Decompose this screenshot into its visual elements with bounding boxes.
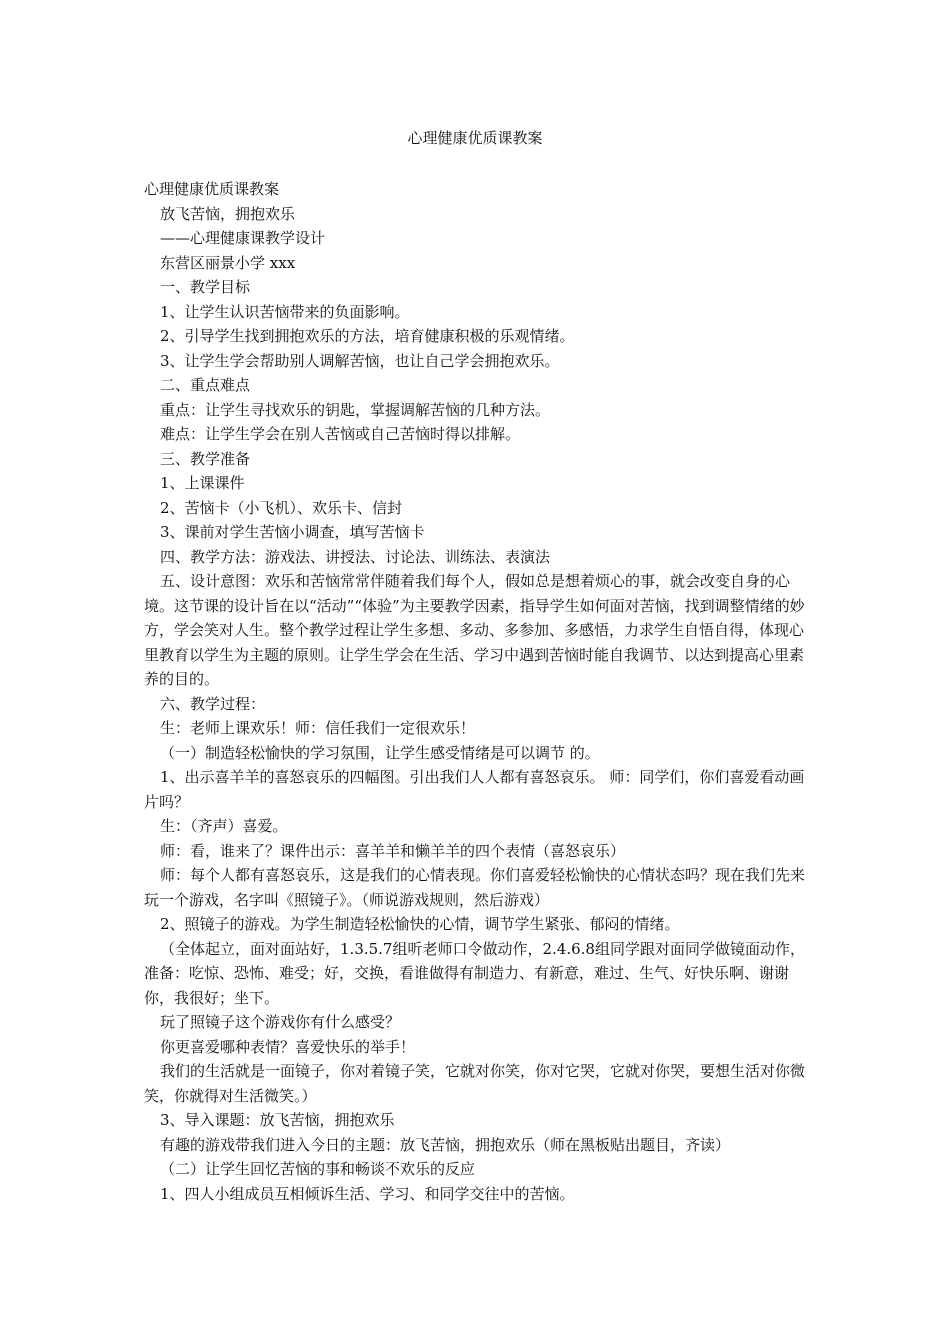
paragraph: 1、让学生认识苦恼带来的负面影响。	[160, 302, 410, 321]
paragraph: 我们的生活就是一面镜子，你对着镜子笑，它就对你笑，你对它哭，它就对你哭，要想生活对你微笑，你就得对生活微笑。）	[144, 1062, 806, 1105]
paragraph: 1、出示喜羊羊的喜怒哀乐的四幅图。引出我们人人都有喜怒哀乐。 师：同学们，你们喜爱看动画片吗？	[144, 768, 805, 811]
paragraph: 师：看，谁来了？课件出示：喜羊羊和懒羊羊的四个表情（喜怒哀乐）	[160, 841, 626, 860]
page-title: 心理健康优质课教案	[407, 129, 543, 147]
paragraph: 2、照镜子的游戏。为学生制造轻松愉快的心情，调节学生紧张、郁闷的情绪。	[160, 915, 680, 933]
paragraph: 一、教学目标	[160, 278, 251, 296]
paragraph: ——心理健康课教学设计	[160, 229, 326, 247]
paragraph: 师：每个人都有喜怒哀乐，这是我们的心情表现。你们喜爱轻松愉快的心情状态吗？现在我们先来玩一个游戏，名字叫《照镜子》。（师说游戏规则，然后游戏）	[144, 866, 806, 909]
paragraph: 3、导入课题：放飞苦恼，拥抱欢乐	[160, 1111, 395, 1129]
paragraph: （全体起立，面对面站好，1.3.5.7组听老师口令做动作，2.4.6.8组同学跟对面同学做镜面动作，准备：吃惊、恐怖、难受；好，交换，看谁做得有制造力、有新意，难过、生气、好快乐啊、谢谢你，我很好；坐下。	[144, 939, 805, 1007]
paragraph: 东营区丽景小学 xxx	[160, 253, 296, 272]
paragraph: 有趣的游戏带我们进入今日的主题：放飞苦恼，拥抱欢乐（师在黑板贴出题目，齐读）	[160, 1135, 731, 1154]
paragraph: 3、让学生学会帮助别人调解苦恼，也让自己学会拥抱欢乐。	[160, 351, 560, 370]
paragraph: 心理健康优质课教案	[144, 180, 280, 198]
paragraph: 1、上课课件	[160, 474, 245, 492]
paragraph: （二）让学生回忆苦恼的事和畅谈不欢乐的反应	[160, 1160, 476, 1178]
paragraph: （一）制造轻松愉快的学习氛围，让学生感受情绪是可以调节 的。	[160, 743, 600, 762]
document-body	[144, 177, 806, 1206]
paragraph: 四、教学方法：游戏法、讲授法、讨论法、训练法、表演法	[160, 547, 551, 566]
paragraph: 玩了照镜子这个游戏你有什么感受？	[160, 1013, 401, 1031]
paragraph: 五、设计意图：欢乐和苦恼常常伴随着我们每个人，假如总是想着烦心的事，就会改变自身的心境。这节课的设计旨在以“活动”“体验”为主要教学因素，指导学生如何面对苦恼，找到调整情绪的妙方，学会笑对人生。整个教学过程让学生多想、多动、多参加、多感悟，力求学生自悟自得，体现心里教育以学生为主题的原则。让学生学会在生活、学习中遇到苦恼时能自我调节、以达到提高心里素养的目的。	[144, 572, 805, 688]
paragraph: 重点：让学生寻找欢乐的钥匙，掌握调解苦恼的几种方法。	[160, 400, 551, 419]
paragraph: 3、课前对学生苦恼小调查，填写苦恼卡	[160, 523, 425, 541]
paragraph: 生：老师上课欢乐！师：信任我们一定很欢乐！	[160, 719, 476, 737]
paragraph: 六、教学过程：	[160, 694, 266, 713]
paragraph: 1、四人小组成员互相倾诉生活、学习、和同学交往中的苦恼。	[160, 1184, 575, 1203]
paragraph: 2、引导学生找到拥抱欢乐的方法，培育健康积极的乐观情绪。	[160, 327, 575, 345]
paragraph: 2、苦恼卡（小飞机）、欢乐卡、信封	[160, 498, 403, 517]
paragraph: 生：（齐声）喜爱。	[160, 817, 288, 835]
paragraph: 放飞苦恼，拥抱欢乐	[160, 204, 296, 223]
paragraph: 难点：让学生学会在别人苦恼或自己苦恼时得以排解。	[160, 425, 521, 443]
paragraph: 二、重点难点	[160, 376, 251, 394]
paragraph: 三、教学准备	[160, 449, 251, 468]
paragraph: 你更喜爱哪种表情？喜爱快乐的举手！	[160, 1037, 416, 1056]
